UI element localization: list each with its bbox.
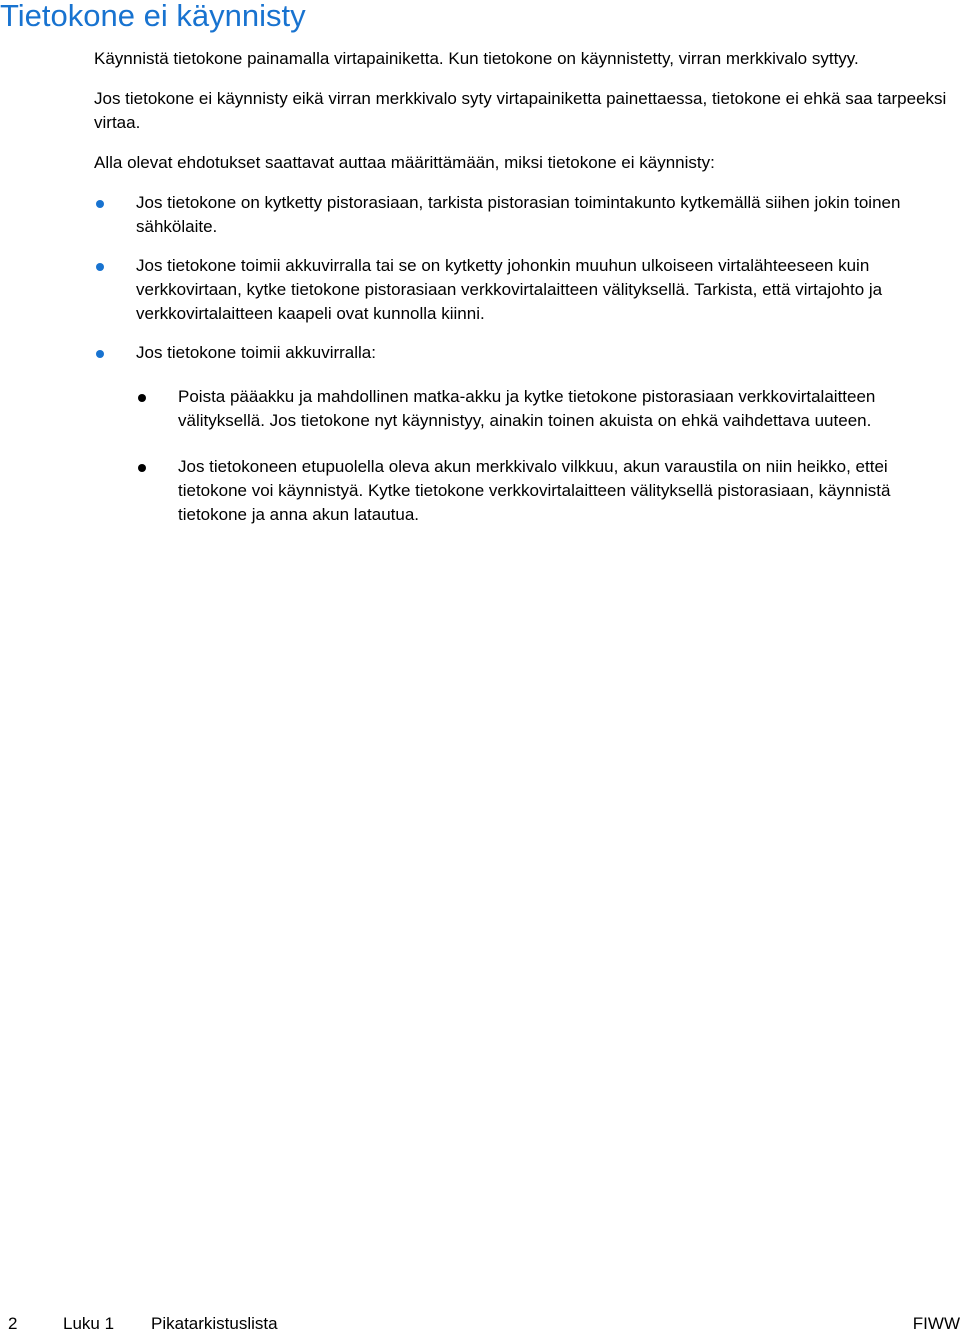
paragraph-intro: Käynnistä tietokone painamalla virtapainiketta. Kun tietokone on käynnistetty, virran merkkivalo syttyy. [94, 49, 859, 68]
paragraph-suggestions: Alla olevat ehdotukset saattavat auttaa määrittämään, miksi tietokone ei käynnisty: [94, 153, 715, 172]
bullet-icon [96, 263, 104, 271]
list-item [94, 341, 960, 527]
suggestion-list [94, 191, 960, 527]
page-title: Tietokone ei käynnisty [0, 0, 306, 33]
list-item-text: Jos tietokone on kytketty pistorasiaan, tarkista pistorasian toimintakunto kytkemällä siihen jokin toinen sähkölaite. [136, 193, 901, 236]
footer-chapter: Luku 1 [63, 1314, 115, 1333]
bullet-icon [96, 350, 104, 358]
footer-edition: FIWW [912, 1314, 960, 1333]
page-footer [8, 1313, 960, 1335]
bullet-icon [96, 200, 104, 208]
bullet-icon [138, 394, 146, 402]
sub-list-item [136, 455, 960, 527]
battery-sub-list [136, 385, 960, 527]
footer-page-number: 2 [8, 1314, 18, 1333]
list-item [94, 254, 960, 326]
page-content [94, 47, 960, 549]
list-item [94, 191, 960, 239]
footer-chapter-title: Pikatarkistuslista [151, 1314, 278, 1333]
list-item-text: Jos tietokone toimii akkuvirralla tai se on kytketty johonkin muuhun ulkoiseen virtalähteeseen kuin verkkovirtaan, kytke tietokone pistorasiaan verkkovirtalaitteen välityksellä. Tarkista, että virtajohto ja verkkovirtalaitteen kaapeli ovat kunnolla kiinni. [136, 256, 883, 323]
sub-list-item-text: Jos tietokoneen etupuolella oleva akun merkkivalo vilkkuu, akun varaustila on niin heikko, ettei tietokone voi käynnistyä. Kytke tietokone verkkovirtalaitteen välityksellä pistorasiaan, käynnistä tietokone ja anna akun latautua. [178, 457, 891, 524]
list-item-text: Jos tietokone toimii akkuvirralla: [136, 343, 376, 362]
sub-list-item [136, 385, 960, 433]
sub-list-item-text: Poista pääakku ja mahdollinen matka-akku ja kytke tietokone pistorasiaan verkkovirtalaitteen välityksellä. Jos tietokone nyt käynnistyy, ainakin toinen akuista on ehkä vaihdettava uuteen. [178, 387, 876, 430]
paragraph-power-issue: Jos tietokone ei käynnisty eikä virran merkkivalo syty virtapainiketta painettaessa, tietokone ei ehkä saa tarpeeksi virtaa. [94, 89, 947, 132]
bullet-icon [138, 464, 146, 472]
